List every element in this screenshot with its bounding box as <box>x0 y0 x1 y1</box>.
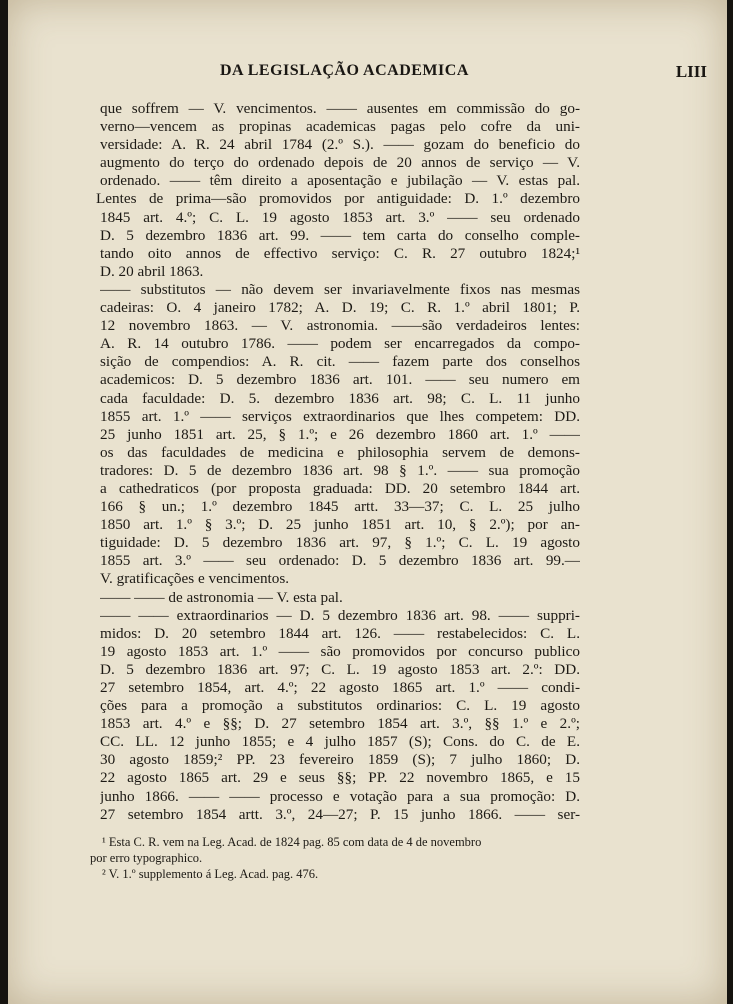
text-line: 30 agosto 1859;² PP. 23 fevereiro 1859 (S); 7 julho 1860; D. <box>100 751 580 769</box>
text-line: a cathedraticos (por proposta graduada: DD. 20 setembro 1844 art. <box>100 479 580 497</box>
text-line: 19 agosto 1853 art. 1.º —— são promovidos por concurso publico <box>100 642 580 660</box>
text-line: os das faculdades de medicina e philosophia servem de demons- <box>100 443 580 461</box>
text-line: sição de compendios: A. R. cit. —— fazem parte dos conselhos <box>100 353 580 371</box>
text-line: —— —— de astronomia — V. esta pal. <box>100 588 343 606</box>
text-line: junho 1866. —— —— processo e votação para a sua promoção: D. <box>100 787 580 805</box>
text-line: 1850 art. 1.º § 3.º; D. 25 junho 1851 art. 10, § 2.º); por an- <box>100 516 580 534</box>
text-line: Lentes de prima—são promovidos por antiguidade: D. 1.º dezembro <box>96 190 580 208</box>
page-number: LIII <box>675 62 707 81</box>
text-line: 22 agosto 1865 art. 29 e seus §§; PP. 22 novembro 1865, e 15 <box>100 769 580 787</box>
text-line: augmento do terço do ordenado depois de 20 annos de serviço — V. <box>100 154 580 172</box>
text-line: ções para a promoção a substitutos ordinarios: C. L. 19 agosto <box>100 697 580 715</box>
book-page <box>8 0 727 1004</box>
text-line: verno—vencem as propinas academicas pagas pelo cofre da uni- <box>100 118 580 136</box>
text-line: 27 setembro 1854, art. 4.º; 22 agosto 1865 art. 1.º —— condi- <box>100 679 580 696</box>
text-line: midos: D. 20 setembro 1844 art. 126. —— restabelecidos: C. L. <box>100 624 580 642</box>
page-header <box>8 62 727 86</box>
text-line: —— —— extraordinarios — D. 5 dezembro 1836 art. 98. —— suppri- <box>100 606 580 624</box>
text-line: D. 20 abril 1863. <box>100 262 204 280</box>
footnotes <box>90 834 580 882</box>
text-line: ordenado. —— têm direito a aposentação e jubilação — V. estas pal. <box>100 172 580 190</box>
text-line: 12 novembro 1863. — V. astronomia. ——são verdadeiros lentes: <box>100 317 580 335</box>
text-line: tiguidade: D. 5 dezembro 1836 art. 97, § 1.º; C. L. 19 agosto <box>100 534 580 552</box>
text-line: —— substitutos — não devem ser invariavelmente fixos nas mesmas <box>100 280 580 298</box>
text-line: 1845 art. 4.º; C. L. 19 agosto 1853 art. 3.º —— seu ordenado <box>100 208 580 226</box>
text-line: academicos: D. 5 dezembro 1836 art. 101. —— seu numero em <box>100 371 580 389</box>
text-line: CC. LL. 12 junho 1855; e 4 julho 1857 (S); Cons. do C. de E. <box>100 733 580 751</box>
text-line: V. gratificações e vencimentos. <box>100 570 290 588</box>
text-line: 27 setembro 1854 artt. 3.º, 24—27; P. 15 junho 1866. —— ser- <box>100 805 580 823</box>
text-line: tando oito annos de effectivo serviço: C. R. 27 outubro 1824;¹ <box>100 244 580 262</box>
text-line: 1853 art. 4.º e §§; D. 27 setembro 1854 art. 3.º, §§ 1.º e 2.º; <box>100 715 580 733</box>
text-line: A. R. 14 outubro 1786. —— podem ser encarregados da compo- <box>100 335 580 353</box>
text-line: cadeiras: O. 4 janeiro 1782; A. D. 19; C. R. 1.º abril 1801; P. <box>100 299 580 317</box>
text-line: tradores: D. 5 de dezembro 1836 art. 98 § 1.º. —— sua promoção <box>100 461 580 479</box>
text-line: versidade: A. R. 24 abril 1784 (2.º S.). —— gozam do beneficio do <box>100 136 580 154</box>
text-line: D. 5 dezembro 1836 art. 99. —— tem carta do conselho comple- <box>100 226 580 244</box>
footnote-1: ¹ Esta C. R. vem na Leg. Acad. de 1824 pag. 85 com data de 4 de novembro <box>102 835 482 849</box>
text-line: 1855 art. 1.º —— serviços extraordinarios que lhes competem: DD. <box>100 407 580 425</box>
text-line: cada faculdade: D. 5. dezembro 1836 art. 98; C. L. 11 junho <box>100 389 580 407</box>
text-line: 1855 art. 3.º —— seu ordenado: D. 5 dezembro 1836 art. 99.— <box>100 552 580 570</box>
text-line: D. 5 dezembro 1836 art. 97; C. L. 19 agosto 1853 art. 2.º: DD. <box>100 660 580 678</box>
body-text <box>96 100 580 824</box>
footnote-1-continued: por erro typographico. <box>90 851 203 865</box>
text-line: 166 § un.; 1.º dezembro 1845 artt. 33—37; C. L. 25 julho <box>100 498 580 516</box>
footnote-2: ² V. 1.º supplemento á Leg. Acad. pag. 476. <box>102 867 319 881</box>
text-line: que soffrem — V. vencimentos. —— ausentes em commissão do go- <box>100 100 580 117</box>
running-title: DA LEGISLAÇÃO ACADEMICA <box>220 62 469 79</box>
text-line: 25 junho 1851 art. 25, § 1.º; e 26 dezembro 1860 art. 1.º —— <box>100 425 580 443</box>
